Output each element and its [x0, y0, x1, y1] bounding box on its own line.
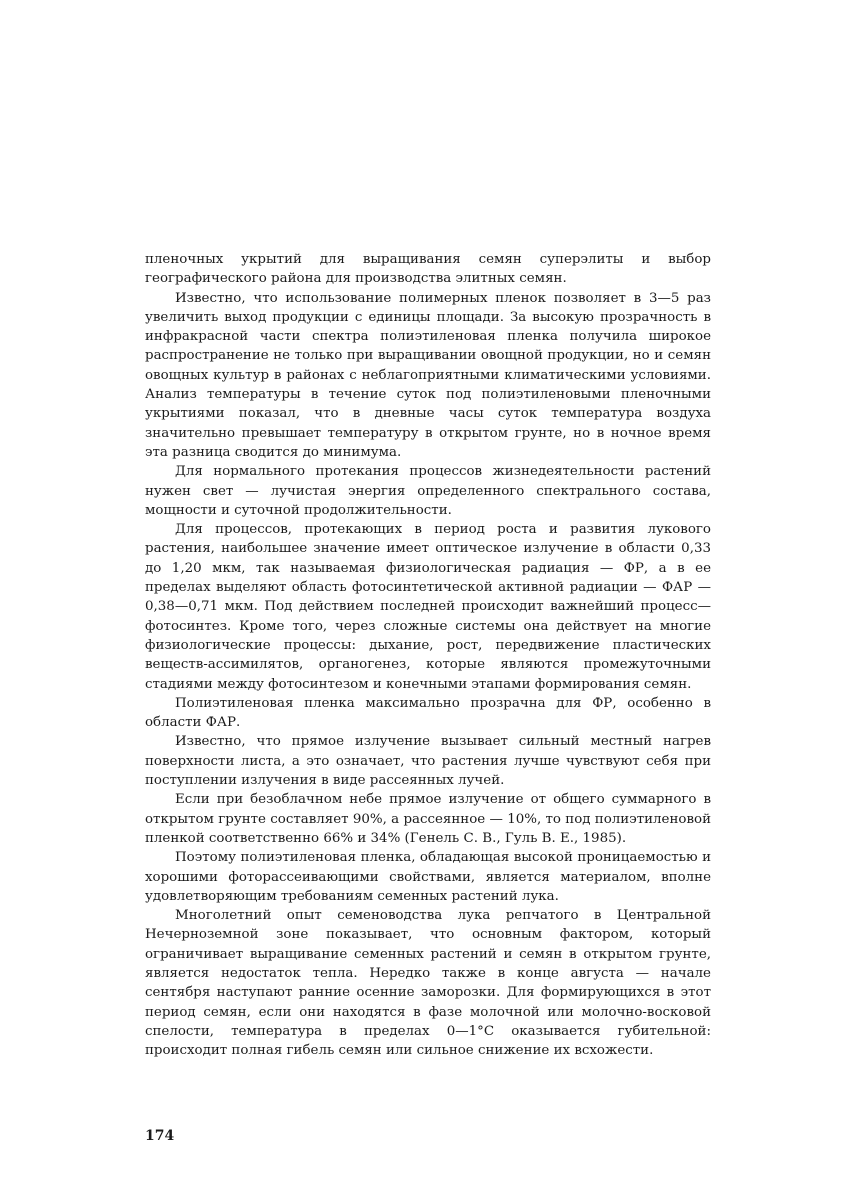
page-number: 174 — [145, 1128, 175, 1144]
paragraph-8: Поэтому полиэтиленовая пленка, обладающая высокой проницаемостью и хорошими фоторассеивающими свойствами, является материалом, вполне удовлетворяющим требованиям семенных растений лука. — [145, 850, 711, 904]
paragraph-6: Известно, что прямое излучение вызывает сильный местный нагрев поверхности листа, а это означает, что растения лучше чувствуют себя при поступлении излучения в виде рассеянных лучей. — [145, 734, 711, 789]
paragraph-1: пленочных укрытий для выращивания семян суперэлиты и выбор географического района для производства элитных семян. — [145, 252, 711, 287]
page-body — [145, 250, 711, 1060]
paragraph-9: Многолетний опыт семеноводства лука репчатого в Центральной Нечерноземной зоне показывает, что основным фактором, который ограничивает выращивание семенных растений и семян в открытом грунте, является недостаток тепла. Нередко также в конце августа — начале сентября наступают ранние осенние заморозки. Для формирующихся в этот период семян, если они находятся в фазе молочной или молочно-восковой спелости, температура в пределах 0—1°С оказывается губительной: происходит полная гибель семян или сильное снижение их всхожести. — [145, 908, 711, 1059]
paragraph-7: Если при безоблачном небе прямое излучение от общего суммарного в открытом грунте составляет 90%, а рассеянное — 10%, то под полиэтиленовой пленкой соответственно 66% и 34% (Генель С. В., Гуль В. Е., 1985). — [145, 792, 711, 846]
paragraph-3: Для нормального протекания процессов жизнедеятельности растений нужен свет — лучистая энергия определенного спектрального состава, мощности и суточной продолжительности. — [145, 464, 711, 518]
paragraph-5: Полиэтиленовая пленка максимально прозрачна для ФР, особенно в области ФАР. — [145, 695, 711, 731]
paragraph-4: Для процессов, протекающих в период роста и развития лукового растения, наибольшее значение имеет оптическое излучение в области 0,33 до 1,20 мкм, так называемая физиологическая радиация — ФР, а в ее пределах выделяют область фотосинтетической активной радиации — ФАР — 0,38—0,71 мкм. Под действием последней происходит важнейший процесс—фотосинтез. Кроме того, через сложные системы она действует на многие физиологические процессы: дыхание, рост, передвижение пластических веществ-ассимилятов, органогенез, которые являются промежуточными стадиями между фотосинтезом и конечными этапами формирования семян. — [145, 522, 711, 692]
paragraph-2: Известно, что использование полимерных пленок позволяет в 3—5 раз увеличить выход продукции с единицы площади. За высокую прозрачность в инфракрасной части спектра полиэтиленовая пленка получила широкое распространение не только при выращивании овощной продукции, но и семян овощных культур в районах с неблагоприятными климатическими условиями. Анализ температуры в течение суток под полиэтиленовыми пленочными укрытиями показал, что в дневные часы суток температура воздуха значительно превышает температуру в открытом грунте, но в ночное время эта разница сводится до минимума. — [145, 290, 711, 460]
